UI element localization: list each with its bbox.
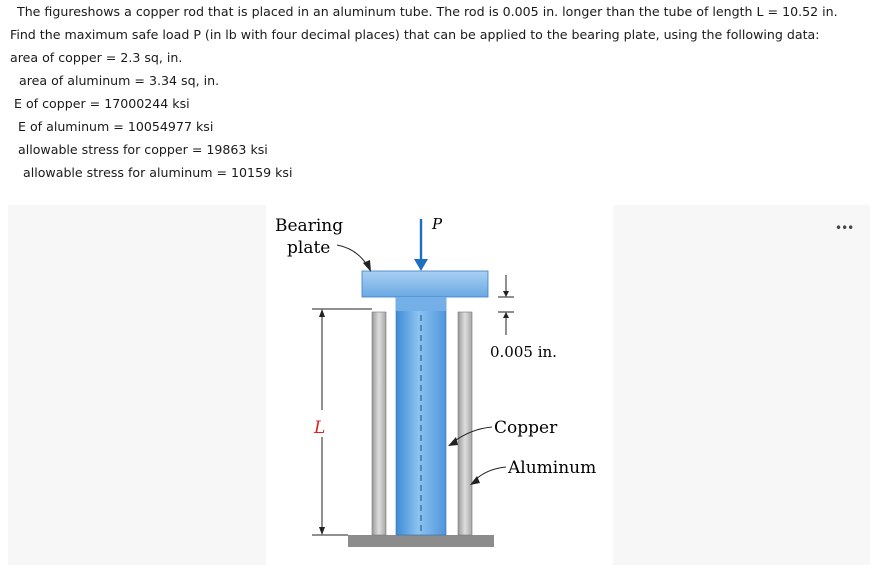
problem-line-2: Find the maximum safe load P (in lb with four decimal places) that can be applied to the bearing plate, using the following data: — [10, 27, 820, 42]
gap-dim-top-arrowhead — [503, 291, 509, 297]
load-label: P — [432, 215, 443, 233]
ground-base — [348, 535, 494, 547]
gap-dim-bottom-arrowhead — [503, 312, 509, 318]
aluminum-label: Aluminum — [508, 458, 597, 478]
e-aluminum-line: E of aluminum = 10054977 ksi — [18, 119, 214, 134]
area-copper-line: area of copper = 2.3 sq, in. — [10, 50, 183, 65]
gap-label: 0.005 in. — [490, 343, 557, 361]
bearing-plate-label-line1: Bearing — [275, 216, 344, 236]
copper-leader-arrowhead — [448, 437, 458, 446]
aluminum-tube-left-wall — [372, 312, 386, 535]
aluminum-leader-line — [474, 467, 506, 481]
bearing-plate — [362, 271, 488, 297]
copper-label: Copper — [494, 418, 558, 438]
aluminum-tube-right-wall — [458, 312, 472, 535]
bearing-plate-label-line2: plate — [287, 238, 331, 258]
bearing-plate-stem — [396, 297, 446, 311]
rod-tube-diagram — [0, 205, 878, 573]
length-dim-top-arrowhead — [319, 309, 325, 317]
allowable-aluminum-line: allowable stress for aluminum = 10159 ksi — [23, 165, 293, 180]
problem-line-1: The figureshows a copper rod that is placed in an aluminum tube. The rod is 0.005 in. longer than the tube of length L = 10.52 in. — [17, 4, 838, 19]
more-options-icon[interactable]: ••• — [835, 221, 854, 235]
length-dim-bottom-arrowhead — [319, 527, 325, 535]
allowable-copper-line: allowable stress for copper = 19863 ksi — [18, 142, 268, 157]
e-copper-line: E of copper = 17000244 ksi — [14, 96, 190, 111]
load-arrowhead — [414, 259, 428, 271]
bearing-leader-line — [337, 245, 368, 267]
area-aluminum-line: area of aluminum = 3.34 sq, in. — [19, 73, 220, 88]
figure-area — [0, 205, 878, 573]
length-label: L — [314, 418, 326, 438]
